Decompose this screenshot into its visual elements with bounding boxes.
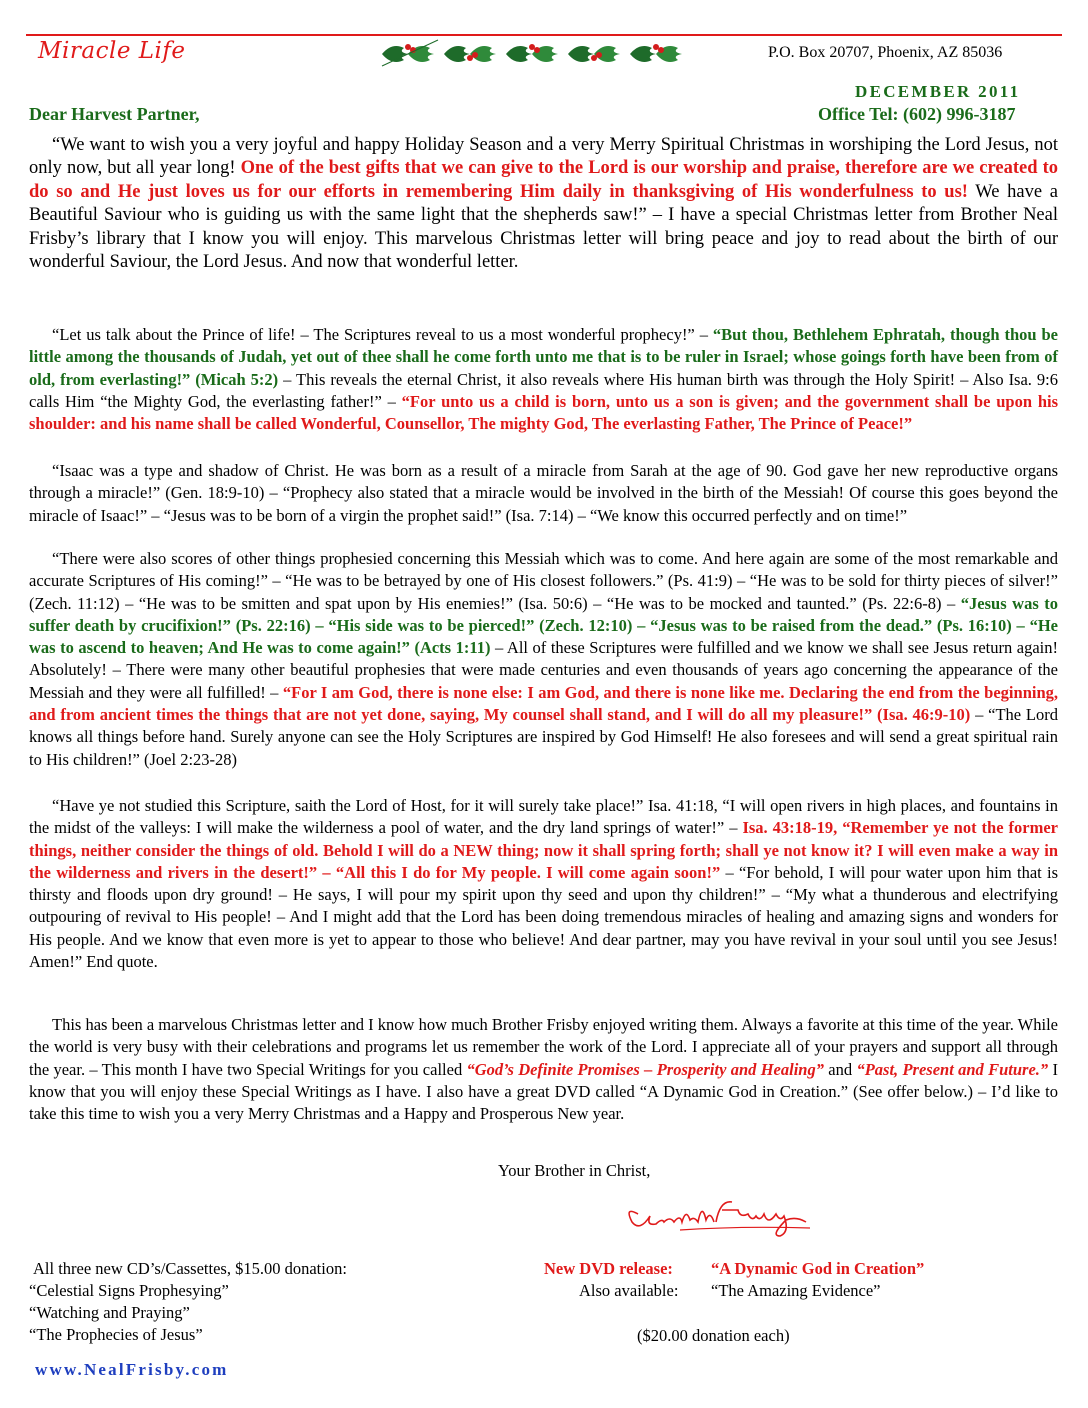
intro-paragraph (29, 134, 1058, 274)
paragraph-text: and (823, 1059, 857, 1079)
brand-title: Miracle Life (38, 38, 186, 64)
letter-paragraph-new-thing (29, 795, 1058, 973)
paragraph-text: – “For behold, I will pour water upon him that is thirsty and floods upon dry ground! – He says, I will pour my spirit upon thy seed and upon thy children!” – “My what a thunderous and electrifying outpouring of revival to His people! – And I might add that the Lord has been doing tremendous miracles of healing and amazing signs and wonders for His people. And we know that even more is yet to appear to those who believe! And dear partner, may you have revival in your soul until you see Jesus! Amen!” End quote. (29, 862, 1058, 972)
cd-title-item: “Watching and Praying” (29, 1303, 190, 1322)
scripture-quote-green: “But thou, Bethlehem Ephratah, though thou be little among the thousands of Judah, yet out of thee shall he come forth unto me that is to be ruler in Israel; whose goings forth have been from of old, from everlasting!” (Micah 5:2) (29, 325, 1058, 389)
holly-decoration-icon (378, 38, 700, 68)
dvd-release-title: “A Dynamic God in Creation” (711, 1259, 925, 1278)
mailing-address: P.O. Box 20707, Phoenix, AZ 85036 (768, 44, 1003, 61)
intro-text: We have a Beautiful Saviour who is guiding us with the same light that the shepherds saw!” – I have a special Christmas letter from Brother Neal Frisby’s library that I know you will enjoy. This marvelous Christmas letter will bring peace and joy to read about the birth of our wonderful Saviour, the Lord Jesus. And now that wonderful letter. (29, 181, 1058, 273)
sign-off: Your Brother in Christ, (498, 1161, 651, 1180)
paragraph-text: – This reveals the eternal Christ, it also reveals where His human birth was through the Holy Spirit! – Also Isa. 9:6 calls Him “the Mighty God, the everlasting father!” – (29, 369, 1058, 411)
paragraph-text: “Let us talk about the Prince of life! – The Scriptures reveal to us a most wonderful prophecy!” – (52, 325, 713, 344)
paragraph-text: “There were also scores of other things prophesied concerning this Messiah which was to come. And here again are some of the most remarkable and accurate Scriptures of His coming!” – “He was to be betrayed by one of His closest followers.” (Ps. 41:9) – “He was to be sold for thirty pieces of silver!” (Zech. 11:12) – “He was to be smitten and spat upon by His enemies!” (Isa. 50:6) – “He was to be mocked and taunted.” (Ps. 22:6-8) – (29, 549, 1058, 613)
holly-sprig-icon (506, 44, 558, 62)
paragraph-text: This has been a marvelous Christmas letter and I know how much Brother Frisby enjoyed writing them. Always a favorite at this time of the year. While the world is very busy with their celebrations and programs let us remember the work of the Lord. I appreciate all of your prayers and support all through the year. – This month I have two Special Writings for you called (29, 1015, 1058, 1079)
signature-image (620, 1192, 820, 1240)
paragraph-text: I know that you will enjoy these Special Writings as I have. I also have a great DVD called “A Dynamic God in Creation.” (See offer below.) – I’d like to take this time to wish you a very Merry Christmas and a Happy and Prosperous New year. (29, 1059, 1059, 1124)
holly-sprig-icon (444, 46, 496, 62)
scripture-quote-red: Isa. 43:18-19, “Remember ye not the former things, neither consider the things of old. Behold I will do a NEW thing; now it shall spring forth; shall ye not know it? I will even make a way in the wilderness and rivers in the desert!” – “All this I do for My people. I will come again soon!” (29, 818, 1058, 882)
special-writing-title: “God’s Definite Promises – Prosperity and Healing” (466, 1059, 824, 1079)
special-writing-title: “Past, Present and Future.” (856, 1059, 1049, 1079)
scripture-quote-red: “For I am God, there is none else: I am God, and there is none like me. Declaring the end from the beginning, and from ancient times the things that are not yet done, saying, My counsel shall stand, and I will do all my pleasure!” (Isa. 46:9-10) (29, 682, 1059, 725)
holly-sprig-icon (568, 46, 620, 62)
holly-sprig-icon (382, 40, 438, 66)
paragraph-text: “Isaac was a type and shadow of Christ. He was born as a result of a miracle from Sarah at the age of 90. God gave her new reproductive organs through a miracle!” (Gen. 18:9-10) – “Prophecy also stated that a miracle would be involved in the birth of the Messiah! Of course this goes beyond the miracle of Isaac!” – “Jesus was to be born of a virgin the prophet said!” (Isa. 7:14) – “We know this occurred perfectly and on time!” (29, 461, 1058, 525)
office-telephone: Office Tel: (602) 996-3187 (818, 104, 1016, 124)
letter-date: DECEMBER 2011 (855, 82, 1021, 101)
holly-sprig-icon (630, 44, 682, 62)
paragraph-text: “Have ye not studied this Scripture, saith the Lord of Host, for it will surely take place!” Isa. 41:18, “I will open rivers in high places, and fountains in the midst of the valleys: I will make the wilderness a pool of water, and the dry land springs of water!” – (29, 796, 1058, 838)
letter-paragraph-prophecies (29, 548, 1058, 771)
cd-title-item: “The Prophecies of Jesus” (29, 1325, 203, 1344)
dvd-release-label: New DVD release: (544, 1259, 673, 1278)
intro-highlight: One of the best gifts that we can give to the Lord is our worship and praise, therefore are we created to do so and He just loves us for our efforts in remembering Him daily in thanksgiving of His wonderfulness to us! (29, 158, 1058, 202)
letter-paragraph-prince-of-life (29, 324, 1058, 435)
intro-text: “We want to wish you a very joyful and happy Holiday Season and a very Merry Spiritual Christmas in worshiping the Lord Jesus, not only now, but all year long! (29, 135, 1058, 179)
letter-paragraph-isaac (29, 460, 1058, 527)
cd-offer-title: All three new CD’s/Cassettes, $15.00 donation: (33, 1259, 347, 1278)
header-rule (26, 34, 1062, 36)
paragraph-text: – “The Lord knows all things before hand. Surely anyone can see the Holy Scriptures are inspired by God Himself! He also foresees and will send a great spiritual rain to His children!” (Joel 2:23-28) (29, 705, 1058, 769)
scripture-quote-green: “Jesus was to suffer death by crucifixion!” (Ps. 22:16) – “His side was to be pierced!” (Zech. 12:10) – “Jesus was to be raised from the dead.” (Ps. 16:10) – “He was to ascend to heaven; And He was to come again!” (Acts 1:11) (29, 593, 1058, 658)
website-link[interactable]: www.NealFrisby.com (35, 1360, 229, 1379)
also-available-title: “The Amazing Evidence” (711, 1281, 881, 1300)
paragraph-text: – All of these Scriptures were fulfilled and we know we shall see Jesus return again! Absolutely! – There were many other beautiful prophesies that were made centuries and even thousands of years ago concerning the appearance of the Messiah and they were all fulfilled! – (29, 638, 1059, 702)
also-available-label: Also available: (579, 1281, 679, 1300)
scripture-quote-red: “For unto us a child is born, unto us a son is given; and the government shall be upon his shoulder: and his name shall be called Wonderful, Counsellor, The mighty God, The everlasting Father, The Prince of Peace!” (29, 391, 1058, 434)
dvd-price: ($20.00 donation each) (637, 1326, 790, 1345)
closing-paragraph (29, 1014, 1058, 1125)
greeting: Dear Harvest Partner, (29, 104, 200, 124)
cd-title-item: “Celestial Signs Prophesying” (29, 1281, 229, 1300)
